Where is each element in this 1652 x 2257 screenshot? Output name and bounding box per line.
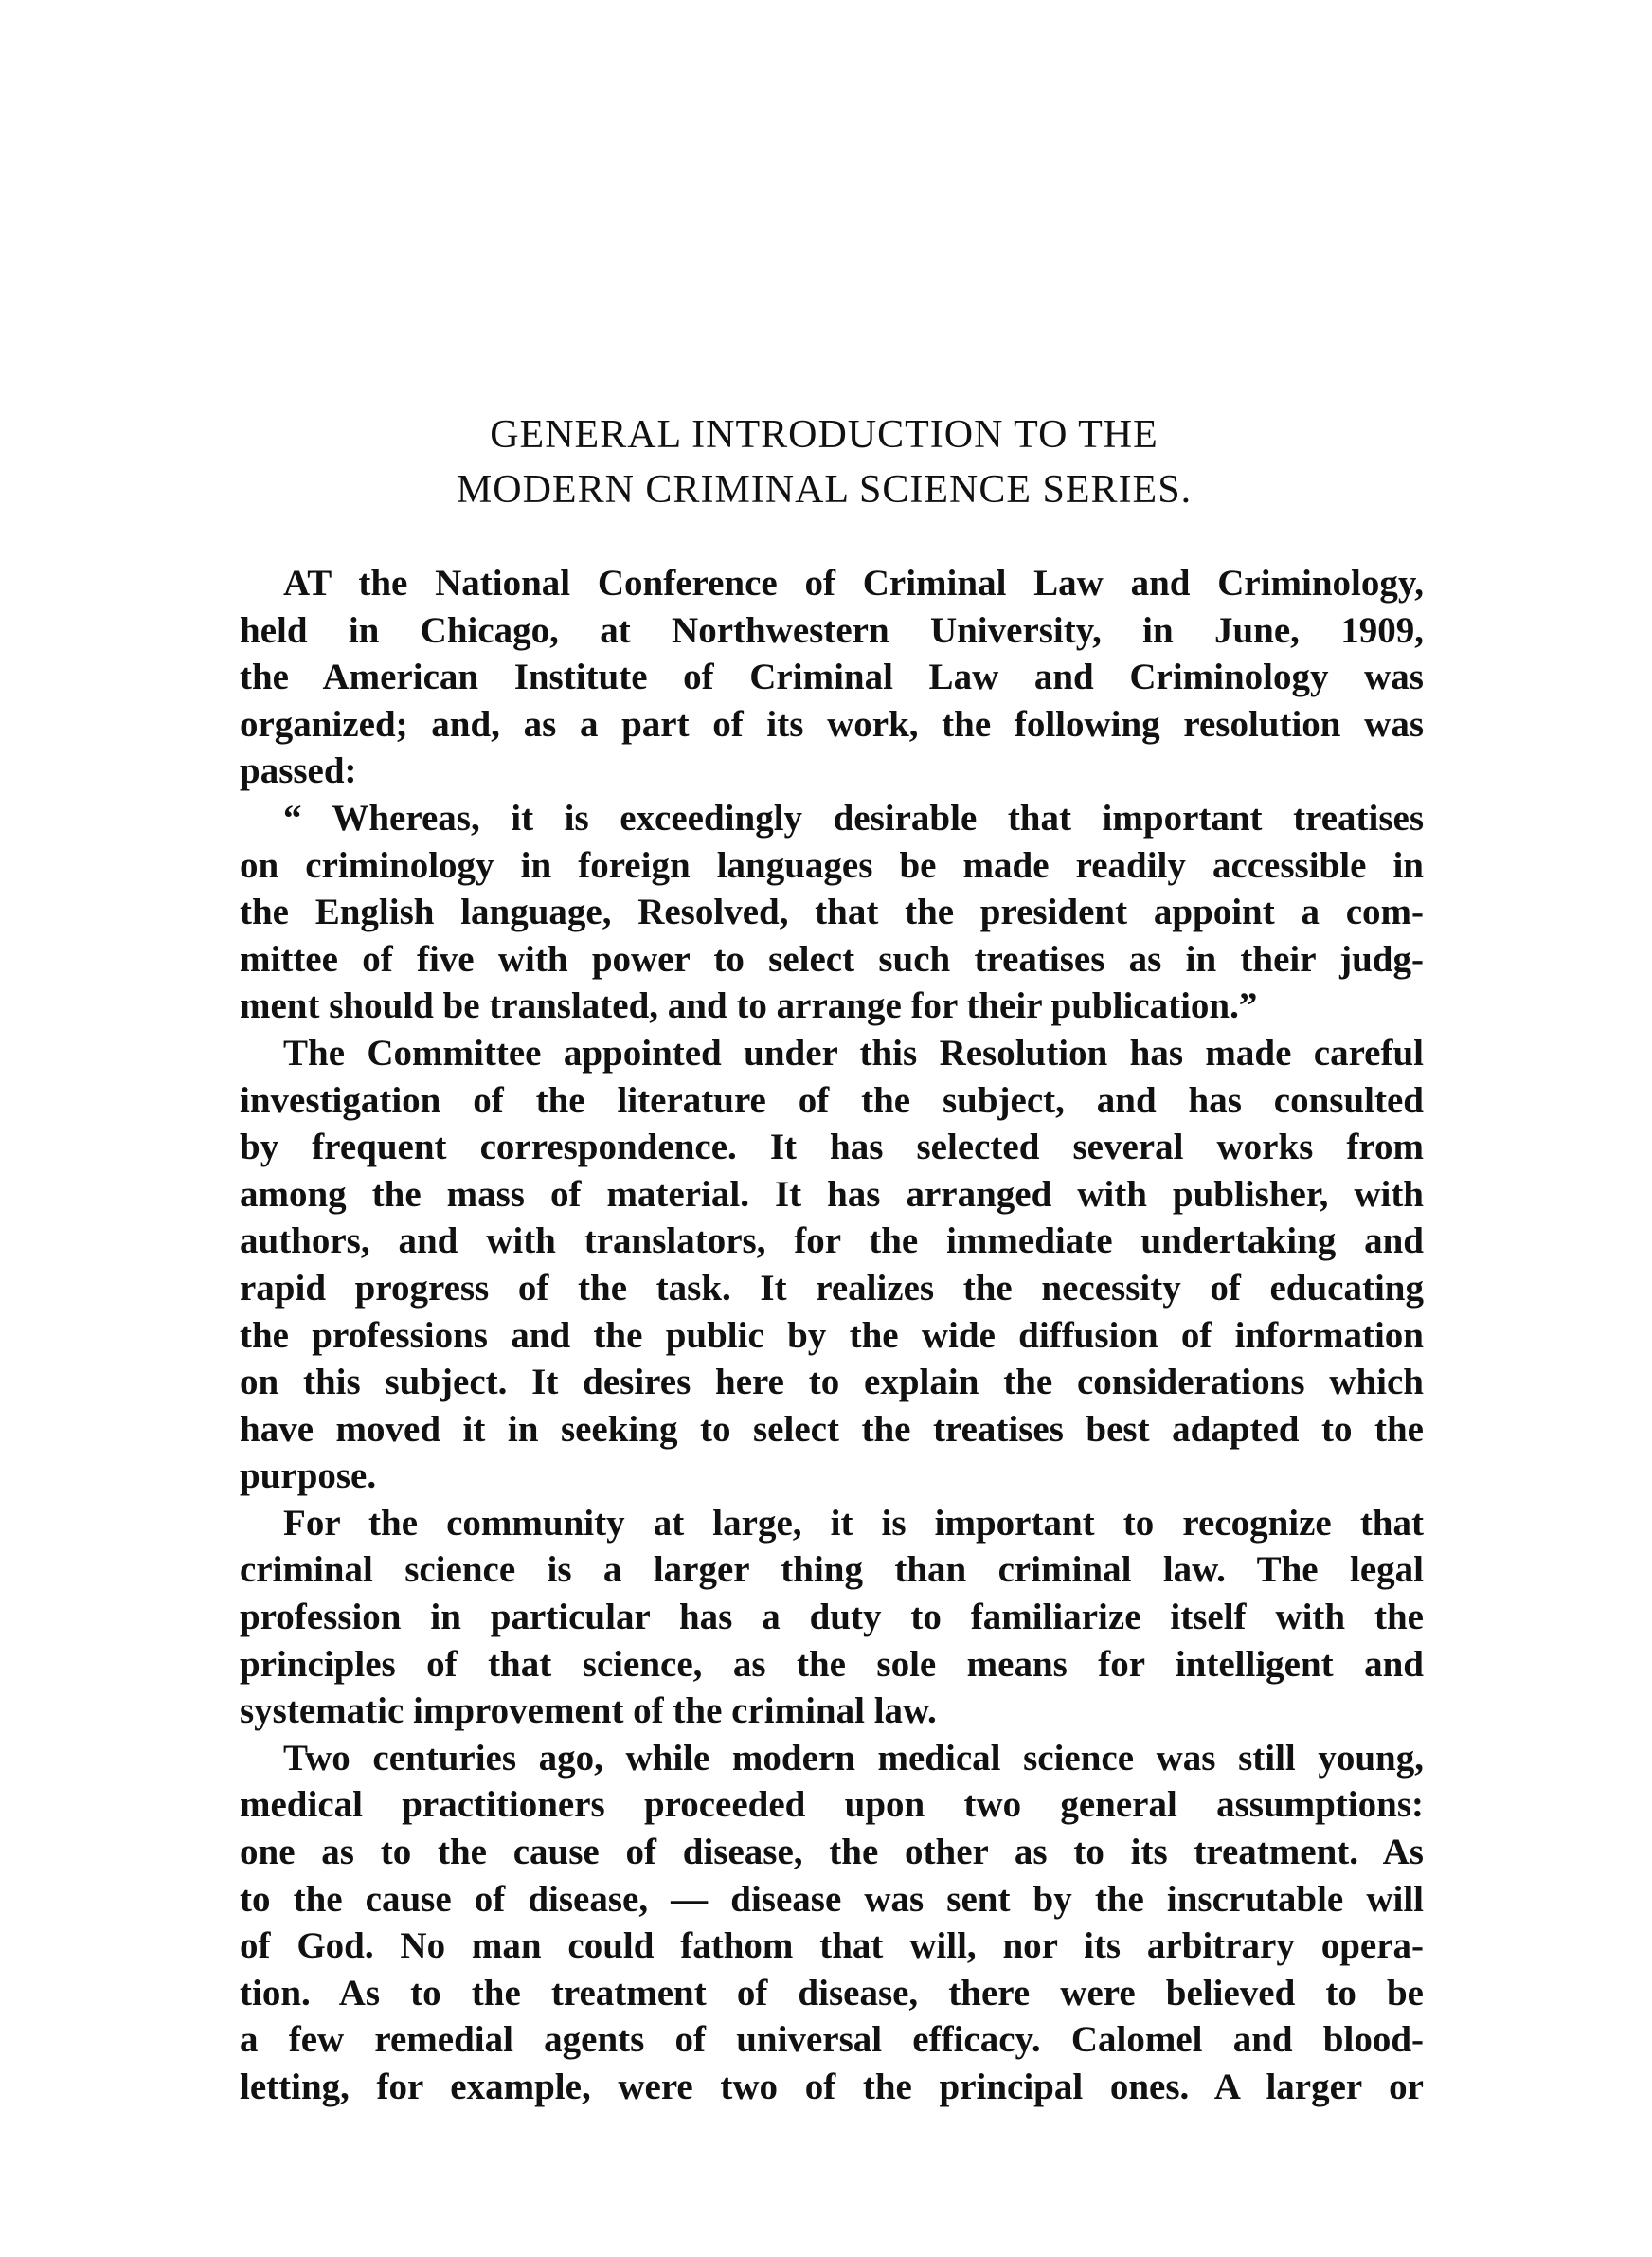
text-line: organized; and, as a part of its work, the following resolution was: [240, 703, 1424, 745]
title-line-2: MODERN CRIMINAL SCIENCE SERIES.: [456, 468, 1193, 512]
paragraph-4: [240, 1500, 1424, 1735]
page-title: [237, 407, 1411, 517]
text-line: letting, for example, were two of the principal ones. A larger or: [240, 2067, 1424, 2107]
text-line: the American Institute of Criminal Law and Criminology was: [240, 657, 1424, 698]
text-line: investigation of the literature of the subject, and has consulted: [240, 1079, 1424, 1121]
text-line: of God. No man could fathom that will, nor its arbitrary opera-: [240, 1925, 1424, 1967]
text-line: authors, and with translators, for the immediate undertaking and: [240, 1220, 1424, 1262]
paragraph-1: [240, 560, 1424, 795]
text-line: tion. As to the treatment of disease, there were believed to be: [240, 1972, 1424, 2013]
text-line: on this subject. It desires here to explain the considerations which: [240, 1362, 1424, 1403]
paragraph-5: [240, 1735, 1424, 2111]
title-line-1: GENERAL INTRODUCTION TO THE: [490, 413, 1158, 457]
text-line: the professions and the public by the wide diffusion of information: [240, 1314, 1424, 1356]
text-line: have moved it in seeking to select the treatises best adapted to the: [240, 1408, 1424, 1450]
text-line: For the community at large, it is important to recognize that: [283, 1502, 1424, 1544]
text-line: a few remedial agents of universal efficacy. Calomel and blood-: [240, 2019, 1424, 2061]
text-line: AT the National Conference of Criminal Law and Criminology,: [283, 563, 1424, 604]
text-line: rapid progress of the task. It realizes the necessity of educating: [240, 1267, 1424, 1309]
text-line: the English language, Resolved, that the president appoint a com-: [240, 892, 1424, 933]
paragraph-3: [240, 1030, 1424, 1500]
text-line: to the cause of disease, — disease was sent by the inscrutable will: [240, 1878, 1424, 1920]
text-line: by frequent correspondence. It has selected several works from: [240, 1127, 1424, 1168]
text-line: mittee of five with power to select such treatises as in their judg-: [240, 938, 1424, 980]
text-line: systematic improvement of the criminal law.: [240, 1690, 937, 1732]
text-line: held in Chicago, at Northwestern University, in June, 1909,: [240, 609, 1424, 651]
text-line: The Committee appointed under this Resolution has made careful: [283, 1032, 1424, 1074]
paragraph-2-resolution-quote: [240, 795, 1424, 1030]
text-line: medical practitioners proceeded upon two general assumptions:: [240, 1784, 1424, 1826]
text-line: purpose.: [240, 1455, 377, 1497]
text-line: one as to the cause of disease, the other as to its treatment. As: [240, 1832, 1424, 1873]
text-line: ment should be translated, and to arrange for their publication.”: [240, 985, 1258, 1027]
text-line: profession in particular has a duty to familiarize itself with the: [240, 1597, 1424, 1638]
text-line: among the mass of material. It has arranged with publisher, with: [240, 1173, 1424, 1215]
text-line: “ Whereas, it is exceedingly desirable that important treatises: [283, 797, 1424, 839]
text-line: principles of that science, as the sole means for intelligent and: [240, 1643, 1424, 1685]
text-line: Two centuries ago, while modern medical science was still young,: [283, 1737, 1424, 1779]
body-text: [240, 560, 1424, 2111]
text-line: on criminology in foreign languages be made readily accessible in: [240, 844, 1424, 886]
text-line: passed:: [240, 750, 357, 792]
text-line: criminal science is a larger thing than criminal law. The legal: [240, 1549, 1424, 1591]
